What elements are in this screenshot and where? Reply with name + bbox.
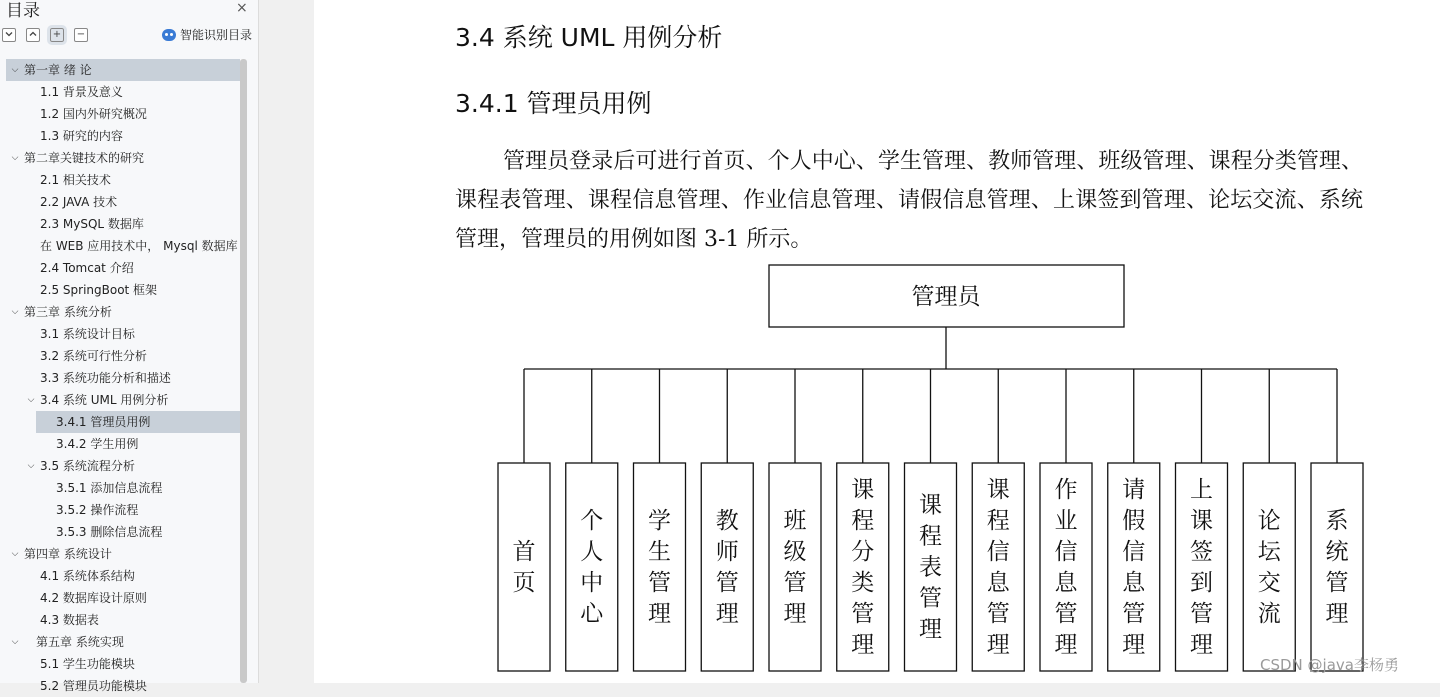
toc-item-label: 第三章 系统分析 bbox=[24, 305, 112, 319]
toc-item-label: 第二章关键技术的研究 bbox=[24, 151, 145, 165]
toc-item[interactable] bbox=[0, 81, 240, 103]
toc-item[interactable] bbox=[0, 103, 240, 125]
toc-item-label: 第四章 系统设计 bbox=[24, 547, 112, 561]
chevron-down-icon[interactable]: ⌵ bbox=[27, 461, 35, 471]
diagram-child-box bbox=[634, 463, 686, 671]
chevron-down-icon[interactable]: ⌵ bbox=[11, 549, 19, 559]
toc-item[interactable] bbox=[0, 521, 240, 543]
toc-item-label: 4.1 系统体系结构 bbox=[40, 569, 135, 583]
section-heading: 3.4 系统 UML 用例分析 bbox=[455, 23, 723, 52]
toc-item-label: 2.3 MySQL 数据库 bbox=[40, 217, 144, 231]
diagram-root-label: 管理员 bbox=[911, 284, 981, 310]
diagram-child-label: 课程分类管理 bbox=[851, 477, 875, 658]
document-page bbox=[314, 0, 1440, 683]
toc-item-label: 2.1 相关技术 bbox=[40, 173, 111, 187]
chevron-down-icon bbox=[4, 29, 14, 39]
chevron-up-icon bbox=[28, 29, 38, 39]
toc-list bbox=[0, 59, 240, 697]
toc-item[interactable] bbox=[0, 565, 240, 587]
diagram-child-label: 上课签到管理 bbox=[1190, 477, 1213, 658]
diagram-child-label: 课程表管理 bbox=[919, 492, 942, 643]
diagram-child-box bbox=[1311, 463, 1363, 671]
toc-item[interactable] bbox=[0, 433, 240, 455]
toc-item[interactable] bbox=[0, 213, 240, 235]
diagram-child-label: 班级管理 bbox=[783, 508, 807, 627]
toc-item-label: 3.5.2 操作流程 bbox=[56, 503, 139, 517]
use-case-diagram bbox=[314, 0, 1440, 683]
toc-item[interactable] bbox=[0, 367, 240, 389]
toc-item[interactable] bbox=[0, 345, 240, 367]
toc-item[interactable] bbox=[0, 169, 240, 191]
subsection-heading: 3.4.1 管理员用例 bbox=[455, 89, 652, 118]
watermark: CSDN @java李杨勇 bbox=[1260, 656, 1399, 674]
toc-item-label: 在 WEB 应用技术中， Mysql 数据库 bbox=[40, 239, 238, 253]
toc-item-label: 2.4 Tomcat 介绍 bbox=[40, 261, 134, 275]
chevron-down-icon[interactable]: ⌵ bbox=[11, 307, 19, 317]
toc-item-label: 1.1 背景及意义 bbox=[40, 85, 123, 99]
toc-item-label: 3.2 系统可行性分析 bbox=[40, 349, 147, 363]
toc-item[interactable] bbox=[0, 609, 240, 631]
toc-item[interactable] bbox=[0, 543, 240, 565]
toc-item-label: 3.3 系统功能分析和描述 bbox=[40, 371, 171, 385]
diagram-child-label: 课程信息管理 bbox=[986, 477, 1010, 658]
toc-sidebar bbox=[0, 0, 259, 693]
smart-toc-button[interactable] bbox=[162, 26, 252, 43]
expand-button[interactable]: + bbox=[50, 28, 64, 42]
toc-item-label: 3.4 系统 UML 用例分析 bbox=[40, 393, 169, 407]
diagram-child-box bbox=[498, 463, 550, 671]
diagram-child-box bbox=[1243, 463, 1295, 671]
smart-toc-label: 智能识别目录 bbox=[180, 28, 253, 42]
diagram-child-box bbox=[769, 463, 821, 671]
toc-item-label: 3.5.1 添加信息流程 bbox=[56, 481, 163, 495]
toc-item[interactable] bbox=[0, 675, 240, 697]
shrink-button[interactable]: − bbox=[74, 28, 88, 42]
toc-item-label: 3.4.2 学生用例 bbox=[56, 437, 139, 451]
toc-item[interactable] bbox=[0, 499, 240, 521]
diagram-child-label: 论坛交流 bbox=[1257, 508, 1281, 627]
close-icon[interactable]: × bbox=[236, 0, 248, 16]
diagram-child-label: 教师管理 bbox=[715, 508, 739, 627]
chevron-down-icon[interactable]: ⌵ bbox=[27, 395, 35, 405]
robot-icon bbox=[162, 29, 176, 41]
toc-item[interactable] bbox=[0, 455, 240, 477]
diagram-child-label: 首页 bbox=[512, 539, 536, 596]
toc-item[interactable] bbox=[0, 235, 240, 257]
toc-item-label: 5.1 学生功能模块 bbox=[40, 657, 135, 671]
diagram-child-label: 作业信息管理 bbox=[1054, 477, 1078, 658]
toc-item[interactable] bbox=[6, 59, 240, 81]
diagram-child-box bbox=[701, 463, 753, 671]
collapse-all-button[interactable] bbox=[2, 28, 16, 42]
toc-item-label: 5.2 管理员功能模块 bbox=[40, 679, 147, 693]
toc-title: 目录 bbox=[6, 1, 40, 21]
toc-item[interactable] bbox=[0, 147, 240, 169]
toc-item[interactable] bbox=[0, 631, 240, 653]
toc-item[interactable] bbox=[0, 653, 240, 675]
toc-item[interactable] bbox=[0, 191, 240, 213]
toc-item[interactable] bbox=[0, 389, 240, 411]
diagram-child-label: 请假信息管理 bbox=[1122, 477, 1146, 658]
diagram-child-label: 个人中心 bbox=[580, 508, 604, 627]
chevron-down-icon[interactable]: ⌵ bbox=[11, 637, 19, 647]
chevron-down-icon[interactable]: ⌵ bbox=[11, 65, 19, 75]
toc-item-label: 3.5 系统流程分析 bbox=[40, 459, 135, 473]
toc-item-label: 1.3 研究的内容 bbox=[40, 129, 123, 143]
toc-item[interactable] bbox=[0, 477, 240, 499]
toc-item[interactable] bbox=[36, 411, 240, 433]
toc-item-label: 4.3 数据表 bbox=[40, 613, 99, 627]
toc-item-label: 第五章 系统实现 bbox=[36, 635, 124, 649]
collapse-up-button[interactable] bbox=[26, 28, 40, 42]
toc-item[interactable] bbox=[0, 323, 240, 345]
body-paragraph: 管理员登录后可进行首页、个人中心、学生管理、教师管理、班级管理、课程分类管理、课程表管理、课程信息管理、作业信息管理、请假信息管理、上课签到管理、论坛交流、系统管理，管理员的用例如图 3-1 所示。 bbox=[455, 149, 1363, 252]
toc-item-label: 第一章 绪 论 bbox=[24, 63, 92, 77]
toc-item-label: 3.1 系统设计目标 bbox=[40, 327, 135, 341]
toc-item[interactable] bbox=[0, 125, 240, 147]
toc-item-label: 3.4.1 管理员用例 bbox=[56, 415, 151, 429]
toc-item-label: 4.2 数据库设计原则 bbox=[40, 591, 147, 605]
toc-item[interactable] bbox=[0, 279, 240, 301]
toc-item-label: 3.5.3 删除信息流程 bbox=[56, 525, 163, 539]
toc-item[interactable] bbox=[0, 301, 240, 323]
diagram-child-label: 系统管理 bbox=[1325, 508, 1349, 627]
diagram-child-label: 学生管理 bbox=[648, 508, 671, 627]
toc-item[interactable] bbox=[0, 257, 240, 279]
toc-item-label: 1.2 国内外研究概况 bbox=[40, 107, 147, 121]
toc-item-label: 2.5 SpringBoot 框架 bbox=[40, 283, 158, 297]
diagram-child-box bbox=[566, 463, 618, 671]
toc-item-label: 2.2 JAVA 技术 bbox=[40, 195, 118, 209]
toc-item[interactable] bbox=[0, 587, 240, 609]
chevron-down-icon[interactable]: ⌵ bbox=[11, 153, 19, 163]
sidebar-scrollbar[interactable] bbox=[240, 59, 247, 683]
